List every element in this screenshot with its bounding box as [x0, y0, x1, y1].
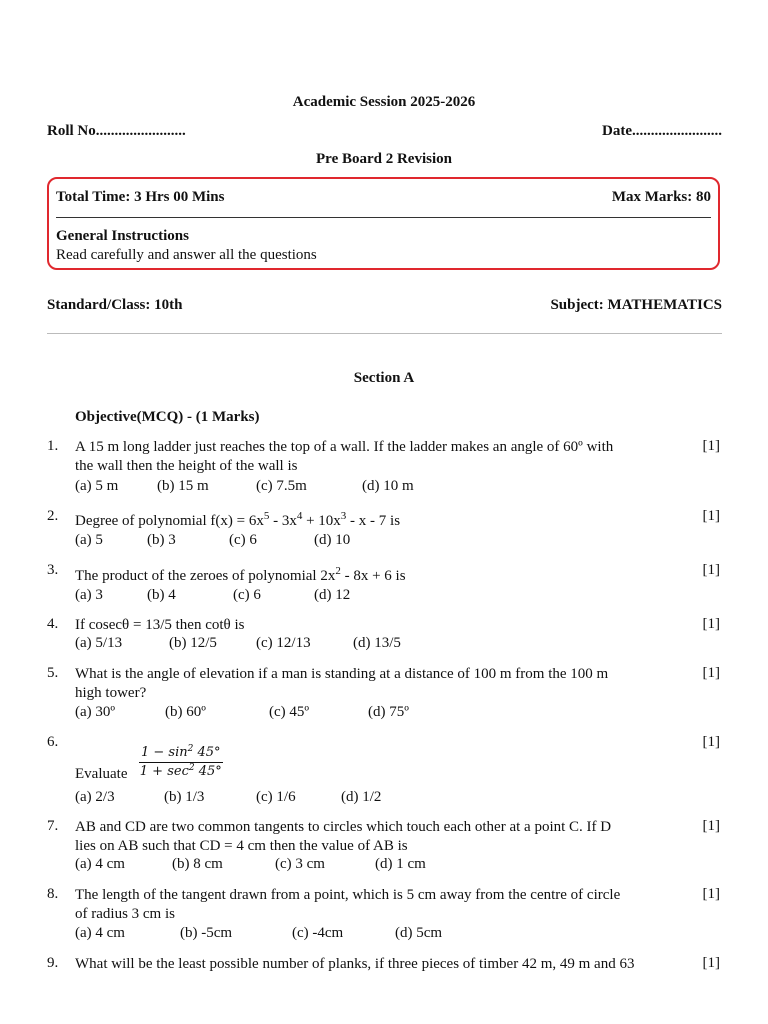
question-line: A 15 m long ladder just reaches the top of a wall. If the ladder makes an angle of 60º with: [75, 439, 614, 455]
exponent: 5: [263, 510, 270, 522]
instructions-text: Read carefully and answer all the questions: [56, 247, 317, 263]
exam-title: Pre Board 2 Revision: [316, 151, 452, 167]
question-number: 9.: [47, 955, 59, 971]
text-part: 45°: [193, 745, 221, 760]
option-d: (d) 10 m: [362, 478, 414, 494]
option-b: (b) -5cm: [180, 925, 233, 941]
standard-class: Standard/Class: 10th: [47, 297, 183, 313]
question-number: 5.: [47, 665, 59, 681]
option-d: (d) 1/2: [341, 789, 382, 805]
option-d: (d) 12: [314, 587, 351, 603]
question-marks: [1]: [702, 734, 720, 750]
option-d: (d) 10: [314, 532, 351, 548]
text-part: - x - 7 is: [346, 513, 401, 529]
question-text: Evaluate: [75, 766, 128, 782]
options: [75, 789, 381, 806]
question-text: What will be the least possible number of planks, if three pieces of timber 42 m, 49 m and 63: [75, 956, 635, 972]
question-number: 8.: [47, 886, 59, 902]
date-field: Date........................: [602, 123, 722, 139]
option-b: (b) 60º: [165, 704, 206, 720]
question-marks: [1]: [702, 886, 720, 902]
class-subject-row: [47, 297, 722, 314]
section-subtitle: Objective(MCQ) - (1 Marks): [75, 409, 260, 425]
session-title: Academic Session 2025-2026: [292, 94, 476, 110]
option-d: (d) 5cm: [395, 925, 443, 941]
exponent: 4: [296, 510, 303, 522]
option-c: (c) 6: [233, 587, 261, 603]
option-b: (b) 15 m: [157, 478, 209, 494]
question-line: The length of the tangent drawn from a point, which is 5 cm away from the centre of circle: [75, 887, 621, 903]
fraction-denominator: [139, 763, 223, 779]
section-title: Section A: [353, 370, 415, 386]
option-b: (b) 12/5: [169, 635, 217, 651]
question-number: 3.: [47, 562, 59, 578]
question-marks: [1]: [702, 562, 720, 578]
option-c: (c) 6: [229, 532, 257, 548]
question-marks: [1]: [702, 508, 720, 524]
question-number: 6.: [47, 734, 59, 750]
time-marks-row: [56, 189, 711, 206]
option-c: (c) 1/6: [256, 789, 296, 805]
option-a: (a) 5 m: [75, 478, 119, 494]
option-b: (b) 3: [147, 532, 176, 548]
option-d: (d) 13/5: [353, 635, 401, 651]
text-part: 1 − sin: [141, 745, 188, 760]
exponent: 3: [340, 510, 347, 522]
option-d: (d) 1 cm: [375, 856, 426, 872]
question-line: What is the angle of elevation if a man is standing at a distance of 100 m from the 100 m: [75, 666, 609, 682]
text-part: - 3x: [269, 513, 297, 529]
fraction-expression: [139, 745, 223, 779]
question-number: 7.: [47, 818, 59, 834]
question-marks: [1]: [702, 438, 720, 454]
option-a: (a) 30º: [75, 704, 116, 720]
text-part: + 10x: [302, 513, 341, 529]
option-b: (b) 1/3: [164, 789, 205, 805]
options: [75, 532, 350, 549]
question-text: [75, 886, 675, 924]
option-c: (c) 12/13: [256, 635, 311, 651]
question-number: 2.: [47, 508, 59, 524]
question-text: [75, 567, 675, 586]
question-marks: [1]: [702, 818, 720, 834]
roll-no-field: Roll No........................: [47, 123, 186, 139]
exponent: 2: [187, 744, 194, 754]
exponent: 2: [335, 565, 341, 577]
option-c: (c) 3 cm: [275, 856, 325, 872]
option-a: (a) 3: [75, 587, 103, 603]
option-a: (a) 5/13: [75, 635, 123, 651]
text-part: 1 + sec: [139, 764, 189, 779]
divider: [56, 217, 711, 218]
max-marks: Max Marks: 80: [611, 189, 711, 205]
exponent: 2: [188, 763, 195, 773]
options: [75, 925, 442, 942]
question-line: of radius 3 cm is: [75, 906, 175, 922]
option-a: (a) 4 cm: [75, 856, 125, 872]
option-c: (c) 7.5m: [256, 478, 307, 494]
question-text: [75, 818, 675, 856]
subject: Subject: MATHEMATICS: [550, 297, 722, 313]
text-part: 45°: [194, 764, 222, 779]
question-marks: [1]: [702, 665, 720, 681]
text-part: - 8x + 6 is: [340, 568, 406, 584]
option-b: (b) 4: [147, 587, 176, 603]
question-number: 4.: [47, 616, 59, 632]
question-text: [75, 665, 675, 703]
question-line: lies on AB such that CD = 4 cm then the value of AB is: [75, 838, 408, 854]
header-divider: [47, 333, 722, 334]
instructions-box: [47, 177, 720, 270]
text-part: Degree of polynomial f(x) = 6x: [75, 513, 264, 529]
fraction-numerator: [139, 745, 223, 763]
options: [75, 704, 409, 721]
option-c: (c) -4cm: [292, 925, 344, 941]
question-text: [75, 438, 675, 476]
question-line: the wall then the height of the wall is: [75, 458, 298, 474]
question-number: 1.: [47, 438, 59, 454]
option-a: (a) 2/3: [75, 789, 115, 805]
question-text: [75, 512, 675, 531]
roll-date-row: [47, 123, 722, 140]
question-marks: [1]: [702, 955, 720, 971]
option-d: (d) 75º: [368, 704, 409, 720]
options: [75, 478, 414, 495]
instructions-title: General Instructions: [56, 228, 189, 244]
option-a: (a) 4 cm: [75, 925, 125, 941]
options: [75, 587, 350, 604]
question-text: If cosecθ = 13/5 then cotθ is: [75, 617, 245, 633]
options: [75, 856, 426, 873]
total-time: Total Time: 3 Hrs 00 Mins: [56, 189, 225, 205]
option-c: (c) 45º: [269, 704, 310, 720]
option-b: (b) 8 cm: [172, 856, 223, 872]
option-a: (a) 5: [75, 532, 103, 548]
options: [75, 635, 401, 652]
question-line: AB and CD are two common tangents to circles which touch each other at a point C. If D: [75, 819, 612, 835]
text-part: The product of the zeroes of polynomial 2x: [75, 568, 336, 584]
question-line: high tower?: [75, 685, 147, 701]
question-marks: [1]: [702, 616, 720, 632]
